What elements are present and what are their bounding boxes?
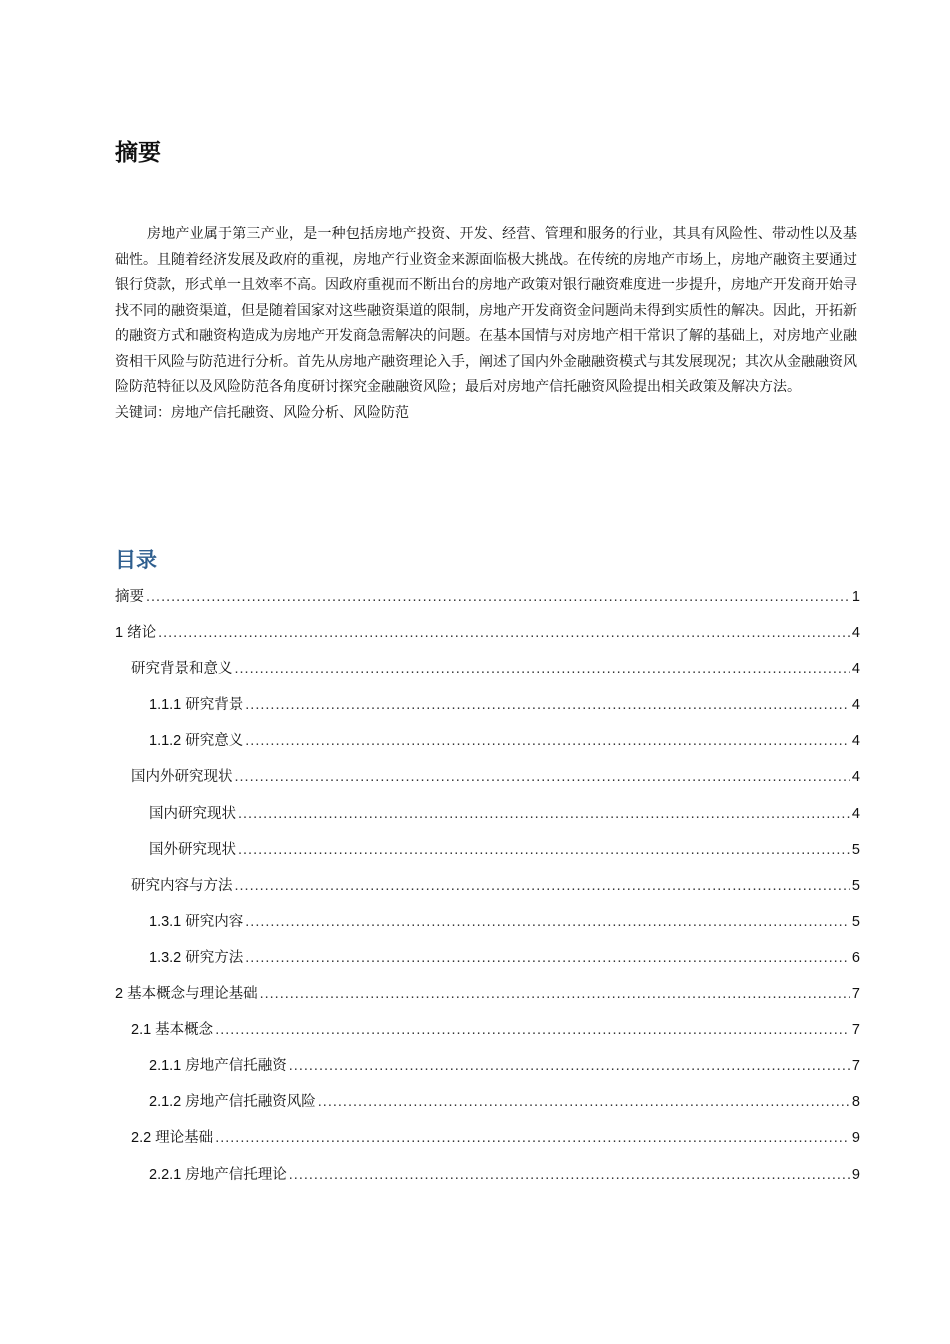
toc-entry[interactable] [115,765,860,801]
toc-entry[interactable] [115,621,860,657]
toc-entry-page: 8 [851,1094,860,1111]
toc-entry[interactable] [115,729,860,765]
toc-leader-dots [238,842,850,858]
table-of-contents [115,585,860,1199]
toc-entry[interactable] [115,657,860,693]
toc-leader-dots [235,661,850,677]
toc-leader-dots [245,697,850,713]
toc-entry[interactable] [115,1163,860,1199]
abstract-section [115,222,857,426]
toc-entry-page: 5 [851,913,860,930]
toc-entry[interactable] [115,982,860,1018]
toc-entry-page: 4 [851,661,860,678]
toc-leader-dots [260,986,850,1002]
toc-entry[interactable] [115,838,860,874]
toc-entry-page: 4 [851,625,860,642]
toc-entry-label: 2.2.1 房地产信托理论 [149,1166,287,1183]
toc-leader-dots [289,1058,850,1074]
toc-leader-dots [245,914,850,930]
abstract-body: 房地产业属于第三产业，是一种包括房地产投资、开发、经营、管理和服务的行业，其具有风险性、带动性以及基础性。且随着经济发展及政府的重视，房地产行业资金来源面临极大挑战。在传统的房地产市场上，房地产融资主要通过银行贷款，形式单一且效率不高。因政府重视而不断出台的房地产政策对银行融资难度进一步提升，房地产开发商开始寻找不同的融资渠道，但是随着国家对这些融资渠道的限制，房地产开发商资金问题尚未得到实质性的解决。因此，开拓新的融资方式和融资构造成为房地产开发商急需解决的问题。在基本国情与对房地产相干常识了解的基础上，对房地产业融资相干风险与防范进行分析。首先从房地产融资理论入手，阐述了国内外金融融资模式与其发展现况；其次从金融融资风险防范特征以及风险防范各角度研讨探究金融融资风险；最后对房地产信托融资风险提出相关政策及解决方法。 [115,226,857,395]
toc-entry[interactable] [115,910,860,946]
toc-entry-label: 2.1.1 房地产信托融资 [149,1058,287,1075]
toc-entry-label: 1.3.1 研究内容 [149,913,244,930]
toc-entry-label: 1.3.2 研究方法 [149,949,244,966]
toc-entry-label: 2 基本概念与理论基础 [115,986,258,1003]
toc-leader-dots [238,806,850,822]
toc-entry-label: 国内外研究现状 [131,769,233,786]
toc-entry[interactable] [115,802,860,838]
toc-entry-label: 研究背景和意义 [131,661,233,678]
toc-entry-page: 5 [851,877,860,894]
toc-entry-label: 1.1.1 研究背景 [149,697,244,714]
toc-leader-dots [235,878,850,894]
toc-entry[interactable] [115,693,860,729]
toc-entry-page: 4 [851,733,860,750]
toc-entry[interactable] [115,1090,860,1126]
toc-entry-label: 2.1.2 房地产信托融资风险 [149,1094,316,1111]
toc-leader-dots [235,769,850,785]
toc-entry-page: 9 [851,1166,860,1183]
abstract-title: 摘要 [115,140,161,166]
toc-leader-dots [245,950,850,966]
toc-title: 目录 [115,548,157,572]
toc-entry[interactable] [115,874,860,910]
toc-entry-page: 4 [851,769,860,786]
toc-leader-dots [215,1022,850,1038]
toc-entry-label: 1 绪论 [115,625,157,642]
toc-entry[interactable] [115,585,860,621]
toc-entry-label: 摘要 [115,589,144,605]
toc-entry-page: 4 [851,697,860,714]
toc-leader-dots [146,589,850,605]
toc-entry[interactable] [115,1054,860,1090]
toc-leader-dots [245,733,850,749]
toc-entry-label: 2.1 基本概念 [131,1022,214,1039]
toc-entry-page: 7 [851,1058,860,1075]
toc-entry-label: 1.1.2 研究意义 [149,733,244,750]
abstract-keywords: 关键词：房地产信托融资、风险分析、风险防范 [115,404,409,421]
toc-entry-page: 6 [851,949,860,966]
toc-leader-dots [318,1094,850,1110]
toc-entry-page: 1 [851,589,860,605]
toc-entry[interactable] [115,1018,860,1054]
toc-entry-page: 4 [851,805,860,822]
toc-entry-label: 2.2 理论基础 [131,1130,214,1147]
toc-entry-label: 国内研究现状 [149,805,236,822]
toc-entry-label: 国外研究现状 [149,841,236,858]
toc-entry-page: 9 [851,1130,860,1147]
toc-entry-page: 7 [851,986,860,1003]
toc-leader-dots [158,625,850,641]
toc-entry[interactable] [115,946,860,982]
toc-entry-page: 7 [851,1022,860,1039]
toc-entry[interactable] [115,1126,860,1162]
toc-leader-dots [215,1130,850,1146]
toc-entry-page: 5 [851,841,860,858]
toc-leader-dots [289,1167,850,1183]
toc-entry-label: 研究内容与方法 [131,877,233,894]
